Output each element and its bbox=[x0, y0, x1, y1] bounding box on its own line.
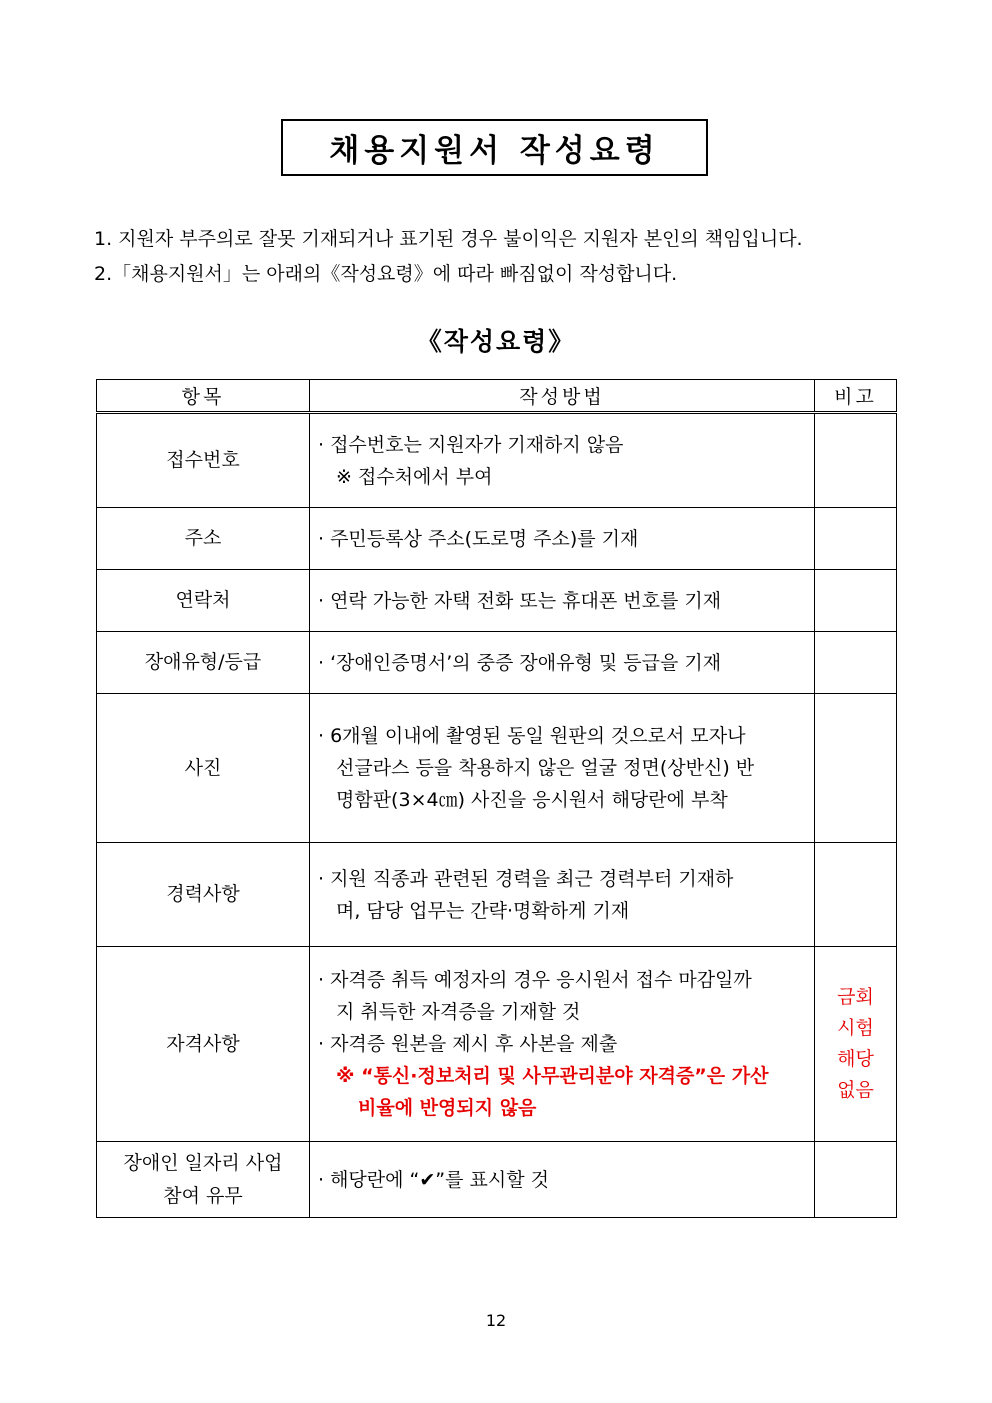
notice-1: 1. 지원자 부주의로 잘못 기재되거나 표기된 경우 불이익은 지원자 본인의 책임입니다. bbox=[94, 228, 803, 250]
header-method: 작성방법 bbox=[310, 380, 815, 413]
method-line: ※ 접수처에서 부여 bbox=[336, 465, 493, 488]
row-method bbox=[310, 947, 815, 1142]
row-method bbox=[310, 508, 815, 570]
method-line: 지 취득한 자격증을 기재할 것 bbox=[336, 1001, 581, 1023]
warning-line: ※ “통신·정보처리 및 사무관리분야 자격증”은 가산 bbox=[336, 1065, 769, 1087]
row-method bbox=[310, 1142, 815, 1218]
method-line: · 자격증 취득 예정자의 경우 응시원서 접수 마감일까 bbox=[318, 969, 752, 991]
row-note bbox=[815, 413, 897, 508]
header-item: 항목 bbox=[97, 380, 310, 413]
row-method bbox=[310, 843, 815, 947]
table-header-row bbox=[97, 380, 897, 413]
table-row bbox=[97, 632, 897, 694]
warning-line: 비율에 반영되지 않음 bbox=[358, 1097, 537, 1119]
item-line: 장애인 일자리 사업 bbox=[123, 1151, 283, 1174]
table-row bbox=[97, 508, 897, 570]
method-line: 선글라스 등을 착용하지 않은 얼굴 정면(상반신) 반 bbox=[336, 757, 755, 779]
row-method bbox=[310, 632, 815, 694]
item-line: 참여 유무 bbox=[163, 1184, 243, 1207]
row-item: 접수번호 bbox=[97, 413, 310, 508]
table-row bbox=[97, 694, 897, 843]
row-item: 경력사항 bbox=[97, 843, 310, 947]
notice-2: 2.「채용지원서」는 아래의《작성요령》에 따라 빠짐없이 작성합니다. bbox=[94, 263, 678, 285]
note-line: 없음 bbox=[837, 1079, 874, 1101]
page-number: 12 bbox=[485, 1311, 507, 1330]
row-method bbox=[310, 413, 815, 508]
method-line: · 자격증 원본을 제시 후 사본을 제출 bbox=[318, 1033, 618, 1055]
row-method bbox=[310, 570, 815, 632]
row-note bbox=[815, 843, 897, 947]
table-row bbox=[97, 570, 897, 632]
row-note bbox=[815, 570, 897, 632]
document-title: 채용지원서 작성요령 bbox=[281, 119, 708, 176]
method-line: · ‘장애인증명서’의 중증 장애유형 및 등급을 기재 bbox=[318, 651, 722, 674]
row-note bbox=[815, 694, 897, 843]
method-line: · 해당란에 “✔”를 표시할 것 bbox=[318, 1168, 549, 1191]
guide-table bbox=[96, 379, 897, 1218]
note-line: 해당 bbox=[837, 1048, 874, 1070]
row-note bbox=[815, 947, 897, 1142]
note-line: 금회 bbox=[837, 986, 874, 1008]
row-item: 사진 bbox=[97, 694, 310, 843]
method-line: · 접수번호는 지원자가 기재하지 않음 bbox=[318, 433, 624, 456]
row-note bbox=[815, 632, 897, 694]
method-line: · 6개월 이내에 촬영된 동일 원판의 것으로서 모자나 bbox=[318, 725, 746, 747]
row-note bbox=[815, 1142, 897, 1218]
header-note: 비고 bbox=[815, 380, 897, 413]
row-item bbox=[97, 1142, 310, 1218]
row-method bbox=[310, 694, 815, 843]
row-item: 자격사항 bbox=[97, 947, 310, 1142]
method-line: · 주민등록상 주소(도로명 주소)를 기재 bbox=[318, 527, 639, 550]
row-item: 연락처 bbox=[97, 570, 310, 632]
note-line: 시험 bbox=[837, 1017, 874, 1039]
table-row bbox=[97, 947, 897, 1142]
method-line: · 연락 가능한 자택 전화 또는 휴대폰 번호를 기재 bbox=[318, 589, 722, 612]
row-item: 장애유형/등급 bbox=[97, 632, 310, 694]
table-row bbox=[97, 1142, 897, 1218]
table-row bbox=[97, 413, 897, 508]
table-row bbox=[97, 843, 897, 947]
row-item: 주소 bbox=[97, 508, 310, 570]
row-note bbox=[815, 508, 897, 570]
method-line: 명함판(3×4㎝) 사진을 응시원서 해당란에 부착 bbox=[336, 789, 728, 811]
method-line: · 지원 직종과 관련된 경력을 최근 경력부터 기재하 bbox=[318, 867, 734, 890]
section-subtitle: 《작성요령》 bbox=[416, 327, 576, 356]
method-line: 며, 담당 업무는 간략·명확하게 기재 bbox=[336, 899, 630, 922]
